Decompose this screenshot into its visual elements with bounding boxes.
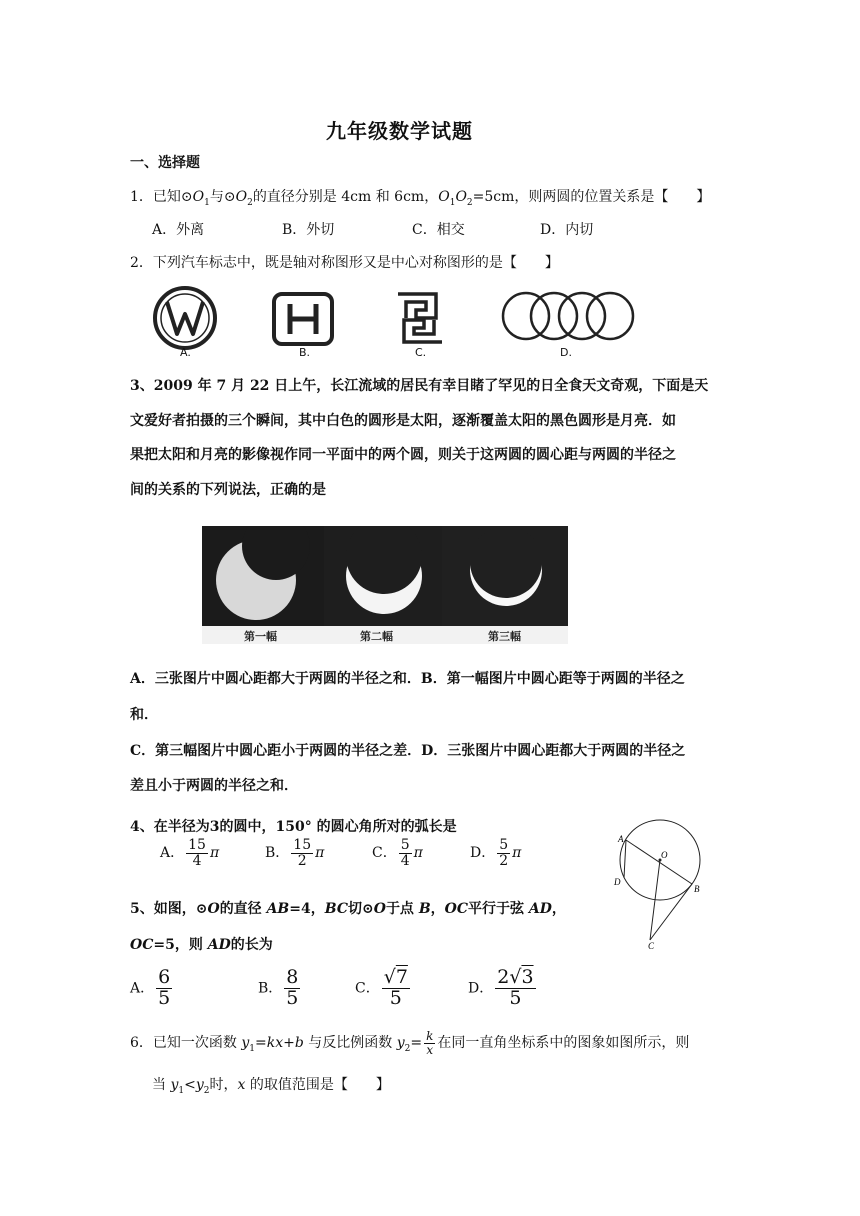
q4-b-fraction xyxy=(291,838,313,868)
eclipse-photo-2 xyxy=(324,526,442,626)
q6-line-2 xyxy=(152,1074,390,1096)
q5-option-c xyxy=(355,968,412,1009)
q5-oc: OC xyxy=(444,901,468,917)
q1-option-b: B．外切 xyxy=(282,222,335,238)
q5-t7: 平行于弦 xyxy=(468,901,529,917)
question-4-stem: 4、在半径为3的圆中，150° 的圆心角所对的弧长是 xyxy=(130,819,457,835)
q4-d-fraction xyxy=(497,838,510,868)
fig-label-o: O xyxy=(661,850,668,860)
page-title: 九年级数学试题 xyxy=(326,119,473,143)
fig-label-c: C xyxy=(648,941,655,951)
q5-t8: ， xyxy=(551,901,566,917)
q1-text-c: 的直径分别是 4cm 和 6cm， xyxy=(252,189,439,205)
q6-frac-den: x xyxy=(426,1042,434,1057)
q5-b: B xyxy=(418,901,431,917)
caption-3: 第三幅 xyxy=(488,630,521,643)
q5-b-letter: B． xyxy=(258,980,283,997)
q4-a-letter: A． xyxy=(160,845,185,862)
q5-l2-t1: =5，则 xyxy=(153,937,208,953)
circle-tangent-figure xyxy=(606,818,712,952)
q5-d-letter: D． xyxy=(468,980,494,997)
q1-s1: 1 xyxy=(204,197,210,208)
audi-logo-figure xyxy=(498,290,638,344)
q1-text-b: 与⊙ xyxy=(209,189,236,205)
q5-t5: 于点 xyxy=(385,901,419,917)
q5-a-den: 5 xyxy=(158,986,171,1009)
q4-c-num: 5 xyxy=(400,837,410,853)
q5-t6: ， xyxy=(430,901,445,917)
q5-bc: BC xyxy=(324,901,348,917)
fig-label-d: D xyxy=(614,877,621,887)
q1-option-c: C．相交 xyxy=(412,222,465,238)
q5-t4: 切⊙ xyxy=(348,901,374,917)
q5-b-num: 8 xyxy=(286,966,299,988)
q1-text-a: 1．已知⊙ xyxy=(130,189,193,205)
section-heading: 一、选择题 xyxy=(130,155,200,171)
q4-option-b xyxy=(265,838,324,868)
q3-line-2: 文爱好者拍摄的三个瞬间，其中白色的圆形是太阳，逐渐覆盖太阳的黑色圆形是月亮．如 xyxy=(130,413,676,429)
q5-b-den: 5 xyxy=(286,986,299,1009)
q6-y2: y xyxy=(396,1035,405,1052)
q5-ad: AD xyxy=(528,901,552,917)
q6-l2-y1-sub: 1 xyxy=(178,1085,185,1096)
q6-l2-t3: 的取值范围是【 】 xyxy=(245,1077,390,1093)
q6-t4: 与反比例函数 xyxy=(303,1035,397,1052)
q6-kx: kx xyxy=(266,1035,284,1052)
q5-line-2 xyxy=(130,934,273,954)
q6-t6: 在同一直角坐标系中的图象如图所示，则 xyxy=(437,1035,690,1052)
q3-line-3: 果把太阳和月亮的影像视作同一平面中的两个圆，则关于这两圆的圆心距与两圆的半径之 xyxy=(130,447,676,463)
fig-label-a: A xyxy=(618,834,624,844)
q4-c-letter: C． xyxy=(372,845,397,862)
q6-l2-y2-sub: 2 xyxy=(203,1085,210,1096)
q5-option-d xyxy=(468,968,538,1009)
q4-c-den: 4 xyxy=(400,852,410,869)
q5-c-letter: C． xyxy=(355,980,380,997)
q5-c-num: √7 xyxy=(383,966,408,988)
q5-l2-oc: OC xyxy=(130,937,154,953)
q6-y1: y xyxy=(241,1035,250,1052)
q5-d-fraction xyxy=(495,968,535,1009)
q5-t1: 5、如图，⊙ xyxy=(130,901,208,917)
q5-line-1 xyxy=(130,898,566,918)
q5-d-radicand: 3 xyxy=(521,966,534,988)
q1-s4: 2 xyxy=(466,197,473,208)
q1-o4: O xyxy=(455,189,467,205)
q6-l2-lt: < xyxy=(184,1077,196,1093)
q1-option-a: A．外离 xyxy=(152,222,205,238)
q5-a-letter: A． xyxy=(130,980,155,997)
q1-s2: 2 xyxy=(247,197,253,208)
caption-2: 第二幅 xyxy=(360,630,393,643)
question-2-stem: 2．下列汽车标志中，既是轴对称图形又是中心对称图形的是【 】 xyxy=(130,255,559,271)
q6-t5: = xyxy=(410,1035,423,1052)
eclipse-photo-3 xyxy=(442,526,568,626)
q6-y1-sub: 1 xyxy=(249,1043,256,1054)
q4-a-num: 15 xyxy=(188,837,206,853)
q4-a-den: 4 xyxy=(192,852,202,869)
q6-y2-sub: 2 xyxy=(404,1043,411,1054)
logo-label-a: A. xyxy=(180,346,191,359)
q1-s3: 1 xyxy=(449,197,456,208)
q5-a-fraction xyxy=(156,968,172,1009)
q5-o: O xyxy=(207,901,220,917)
q1-text-d: =5cm，则两圆的位置关系是【 】 xyxy=(472,189,711,205)
q6-l2-y1: y xyxy=(170,1077,179,1093)
honda-logo-figure xyxy=(268,290,340,350)
q6-b: b xyxy=(294,1035,304,1052)
logo-label-d: D. xyxy=(560,346,572,359)
q5-option-a xyxy=(130,968,174,1009)
q6-t1: 6．已知一次函数 xyxy=(130,1035,242,1052)
q5-option-b xyxy=(258,968,302,1009)
q6-t3: + xyxy=(283,1035,295,1052)
q4-d-pi: π xyxy=(512,845,522,862)
q4-option-d xyxy=(470,838,521,868)
logo-c-figure xyxy=(392,290,448,346)
q5-d-num: 2√3 xyxy=(497,966,534,988)
q6-l2-t1: 当 xyxy=(152,1077,171,1093)
q5-c-den: 5 xyxy=(389,986,402,1009)
q4-d-num: 5 xyxy=(499,837,509,853)
q3-option-ab-line-1: A．三张图片中圆心距都大于两圆的半径之和．B．第一幅图片中圆心距等于两圆的半径之 xyxy=(130,671,685,687)
q3-option-cd-line-1: C．第三幅图片中圆心距小于两圆的半径之差．D．三张图片中圆心距都大于两圆的半径之 xyxy=(130,743,686,759)
eclipse-photo-1 xyxy=(202,526,324,626)
q6-l2-x: x xyxy=(237,1077,246,1093)
q5-c-radicand: 7 xyxy=(395,966,408,988)
logo-label-b: B. xyxy=(299,346,311,359)
q4-b-den: 2 xyxy=(297,852,307,869)
q5-l2-ad: AD xyxy=(207,937,231,953)
q6-t2: = xyxy=(255,1035,267,1052)
q5-d-den: 5 xyxy=(509,986,522,1009)
q6-l2-y2: y xyxy=(195,1077,204,1093)
q4-c-fraction xyxy=(399,838,412,868)
q6-frac-num: k xyxy=(426,1029,434,1043)
q5-c-fraction xyxy=(382,968,410,1009)
q4-c-pi: π xyxy=(413,845,423,862)
q3-option-ab-line-2: 和． xyxy=(130,707,158,723)
fig-label-b: B xyxy=(694,884,700,894)
q4-a-pi: π xyxy=(209,845,220,862)
q1-o1: O xyxy=(192,189,205,205)
q1-o3: O xyxy=(438,189,450,205)
q6-fraction xyxy=(424,1030,435,1056)
q5-a-num: 6 xyxy=(158,966,171,988)
q5-b-fraction xyxy=(284,968,300,1009)
q3-line-4: 间的关系的下列说法，正确的是 xyxy=(130,482,326,498)
q4-d-den: 2 xyxy=(499,852,509,869)
q5-d-coef: 2 xyxy=(497,966,510,988)
q4-option-c xyxy=(372,838,423,868)
q5-t2: 的直径 xyxy=(219,901,267,917)
q4-d-letter: D． xyxy=(470,845,496,862)
q5-t3: =4， xyxy=(289,901,325,917)
q5-o2: O xyxy=(373,901,386,917)
q6-l2-t2: 时， xyxy=(209,1077,238,1093)
q4-a-fraction xyxy=(186,838,208,868)
q4-option-a xyxy=(160,838,219,868)
q1-option-d: D．内切 xyxy=(540,222,594,238)
q4-b-letter: B． xyxy=(265,845,290,862)
q1-o2: O xyxy=(235,189,248,205)
q3-option-cd-line-2: 差且小于两圆的半径之和． xyxy=(130,778,298,794)
q3-line-1: 3、2009 年 7 月 22 日上午，长江流域的居民有幸目睹了罕见的日全食天文奇观，下面是天 xyxy=(130,378,709,394)
logo-label-c: C. xyxy=(415,346,427,359)
q4-b-num: 15 xyxy=(293,837,312,853)
question-1-stem xyxy=(130,186,710,208)
q6-line-1 xyxy=(130,1030,689,1056)
q5-l2-t2: 的长为 xyxy=(230,937,273,953)
q4-b-pi: π xyxy=(315,845,325,862)
q5-ab: AB xyxy=(266,901,290,917)
caption-1: 第一幅 xyxy=(244,630,277,643)
